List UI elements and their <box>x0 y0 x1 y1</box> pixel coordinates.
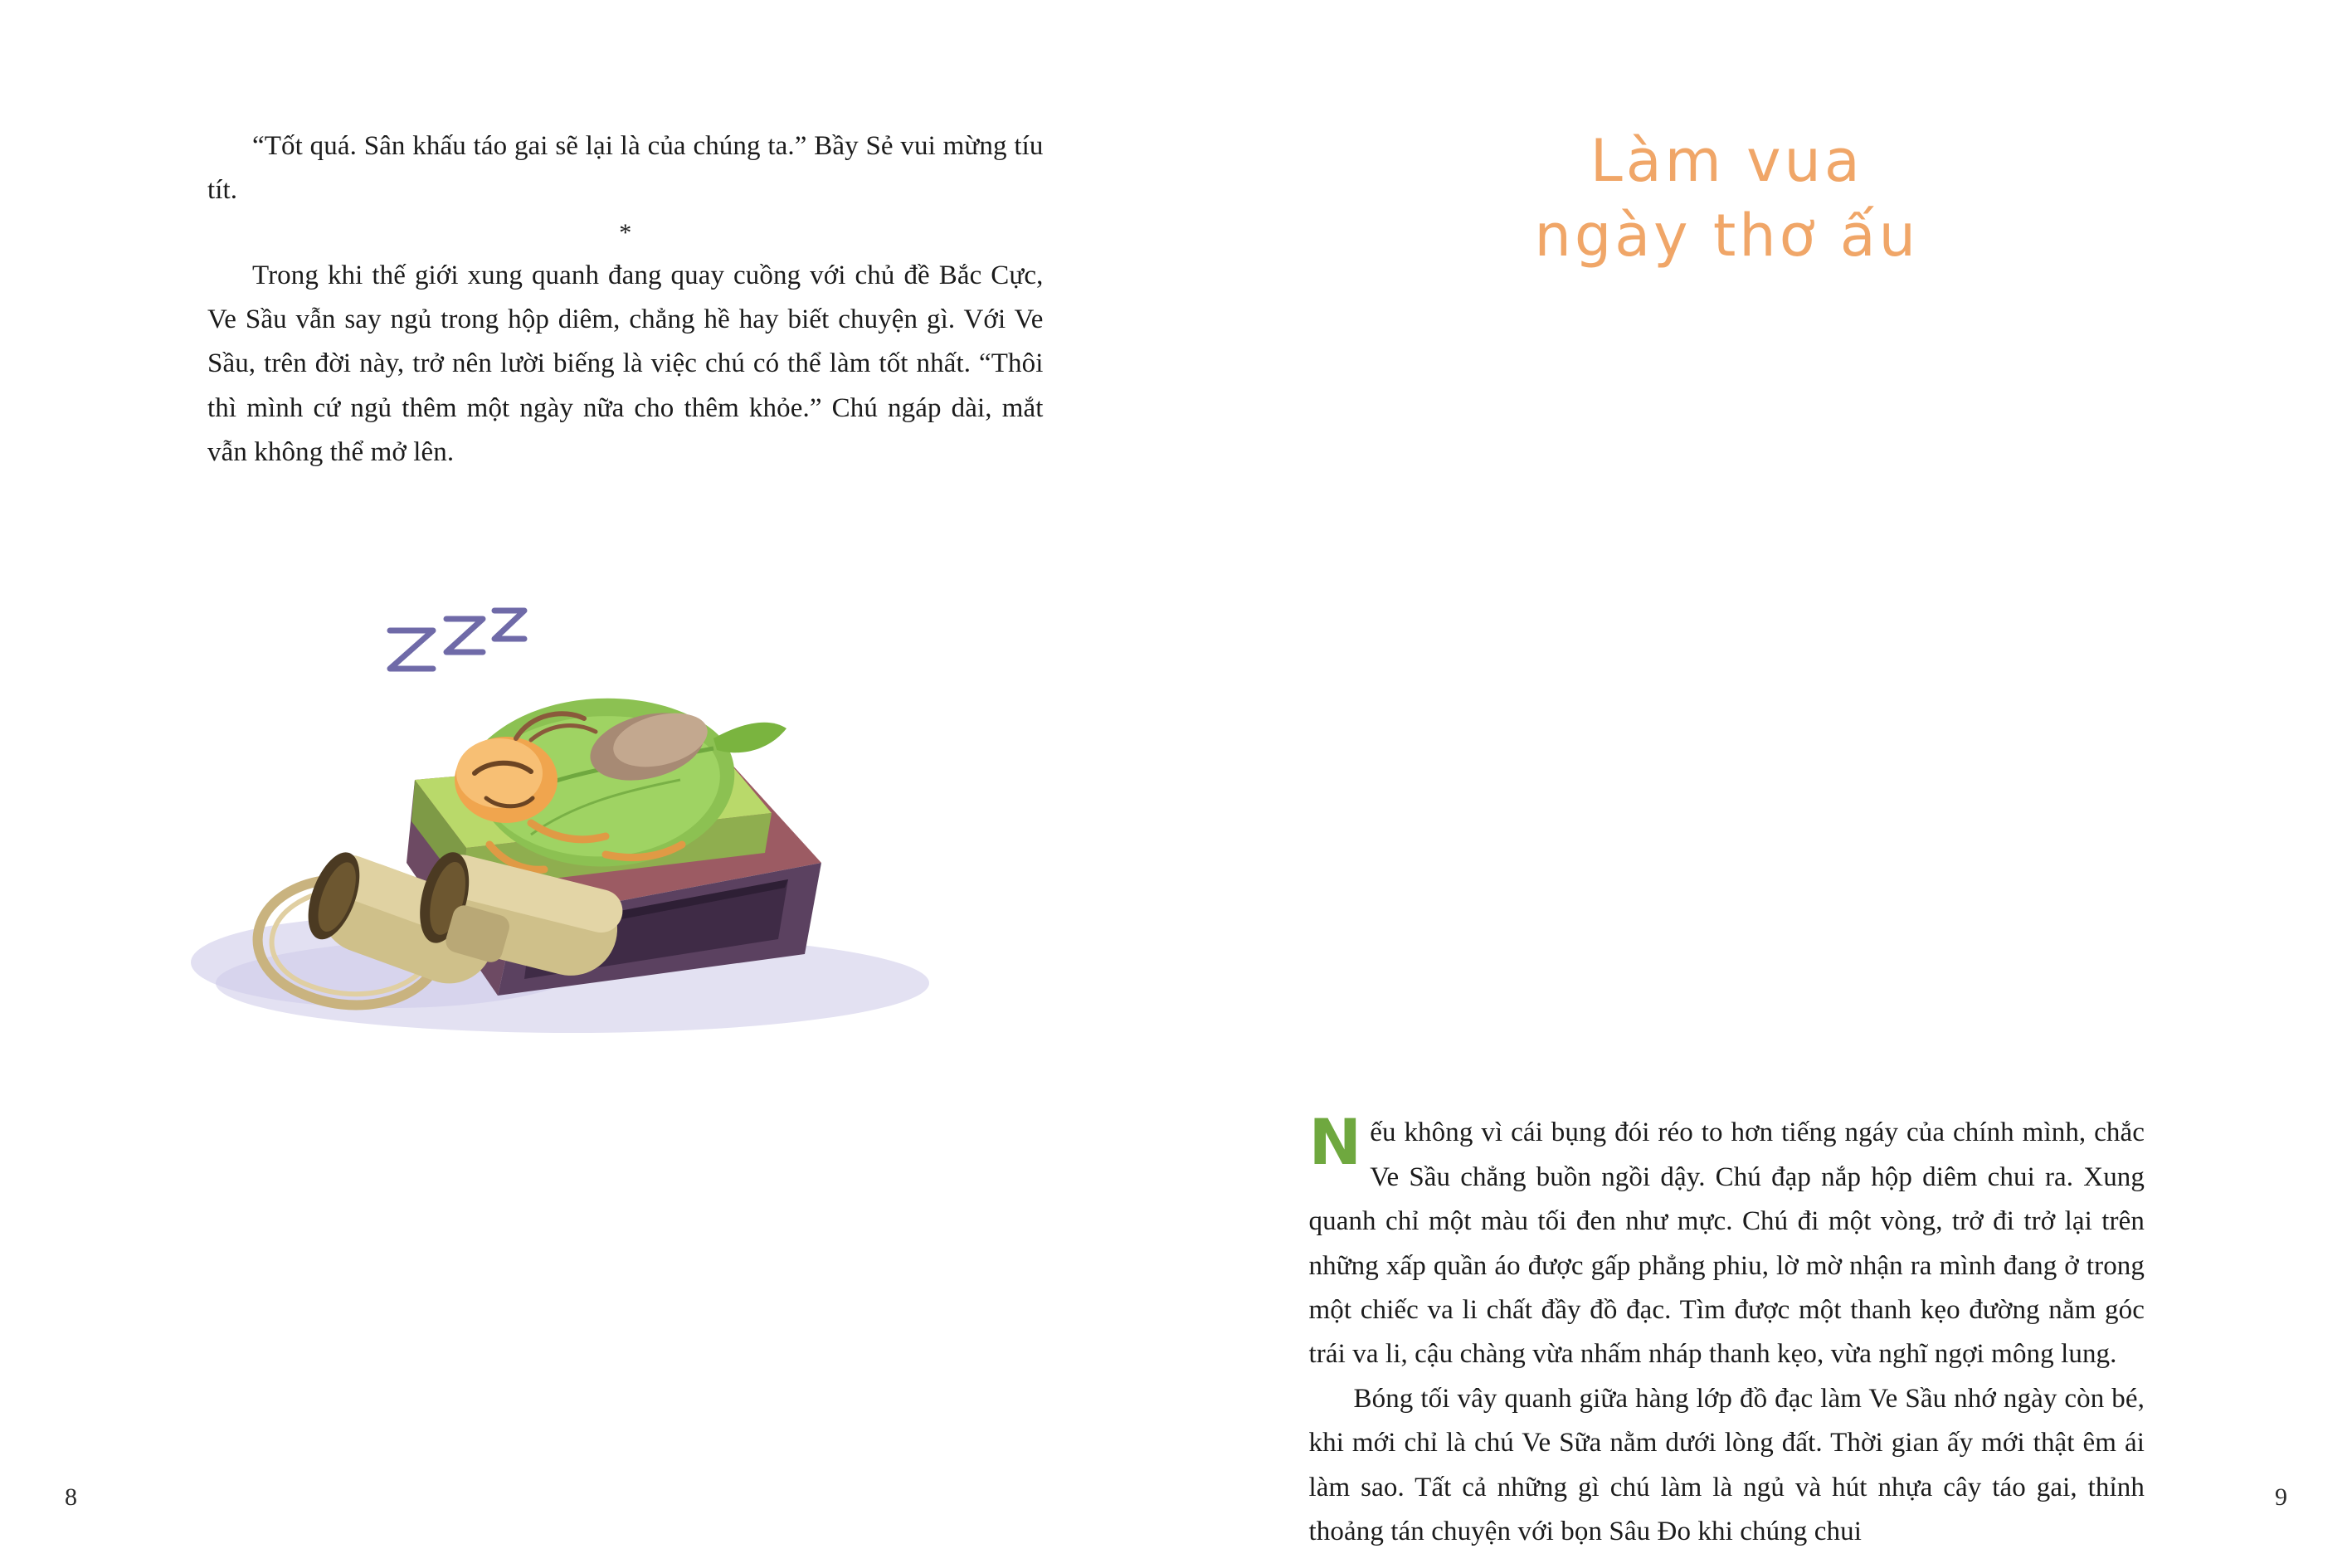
left-page-text <box>207 124 1044 475</box>
drop-cap: N <box>1308 1105 1362 1180</box>
right-page-text <box>1308 1105 2145 1555</box>
illustration-sleeping-cicada-on-matchbox <box>141 531 1037 1045</box>
chapter-title <box>1309 124 2145 273</box>
paragraph-body: ếu không vì cái bụng đói réo to hơn tiếng ngáy của chính mình, chắc Ve Sầu chẳng buồn ngồi dậy. Chú đạp nắp hộp diêm chui ra. Xung quanh chỉ một màu tối đen như mực. Chú đi một vòng, trở đi trở lại trên những xấp quần áo được gấp phẳng phiu, lờ mờ nhận ra mình đang ở trong một chiếc va li chất đầy đồ đạc. Tìm được một thanh kẹo đường nằm góc trái va li, cậu chàng vừa nhấm nháp thanh kẹo, vừa nghĩ ngợi mông lung. <box>1308 1118 2145 1370</box>
paragraph-with-dropcap <box>1308 1105 2145 1377</box>
chapter-title-line-2: ngày thơ ấu <box>1534 201 1920 270</box>
paragraph: Bóng tối vây quanh giữa hàng lớp đồ đạc làm Ve Sầu nhớ ngày còn bé, khi mới chỉ là chú Ve Sữa nằm dưới lòng đất. Thời gian ấy mới thật êm ái làm sao. Tất cả những gì chú làm là ngủ và hút nhựa cây táo gai, thỉnh thoảng tán chuyện với bọn Sâu Đo khi chúng chui <box>1308 1383 2145 1547</box>
page-number-right: 9 <box>2275 1483 2287 1511</box>
section-separator: * <box>619 218 632 246</box>
chapter-title-line-1: Làm vua <box>1590 127 1863 195</box>
paragraph: “Tốt quá. Sân khấu táo gai sẽ lại là của chúng ta.” Bầy Sẻ vui mừng tíu tít. <box>207 131 1044 206</box>
page-number-left: 8 <box>65 1483 77 1511</box>
right-page <box>1176 0 2352 1568</box>
paragraph: Trong khi thế giới xung quanh đang quay cuồng với chủ đề Bắc Cực, Ve Sầu vẫn say ngủ trong hộp diêm, chẳng hề hay biết chuyện gì. Với Ve Sầu, trên đời này, trở nên lười biếng là việc chú có thể làm tốt nhất. “Thôi thì mình cứ ngủ thêm một ngày nữa cho thêm khỏe.” Chú ngáp dài, mắt vẫn không thể mở lên. <box>207 260 1044 468</box>
